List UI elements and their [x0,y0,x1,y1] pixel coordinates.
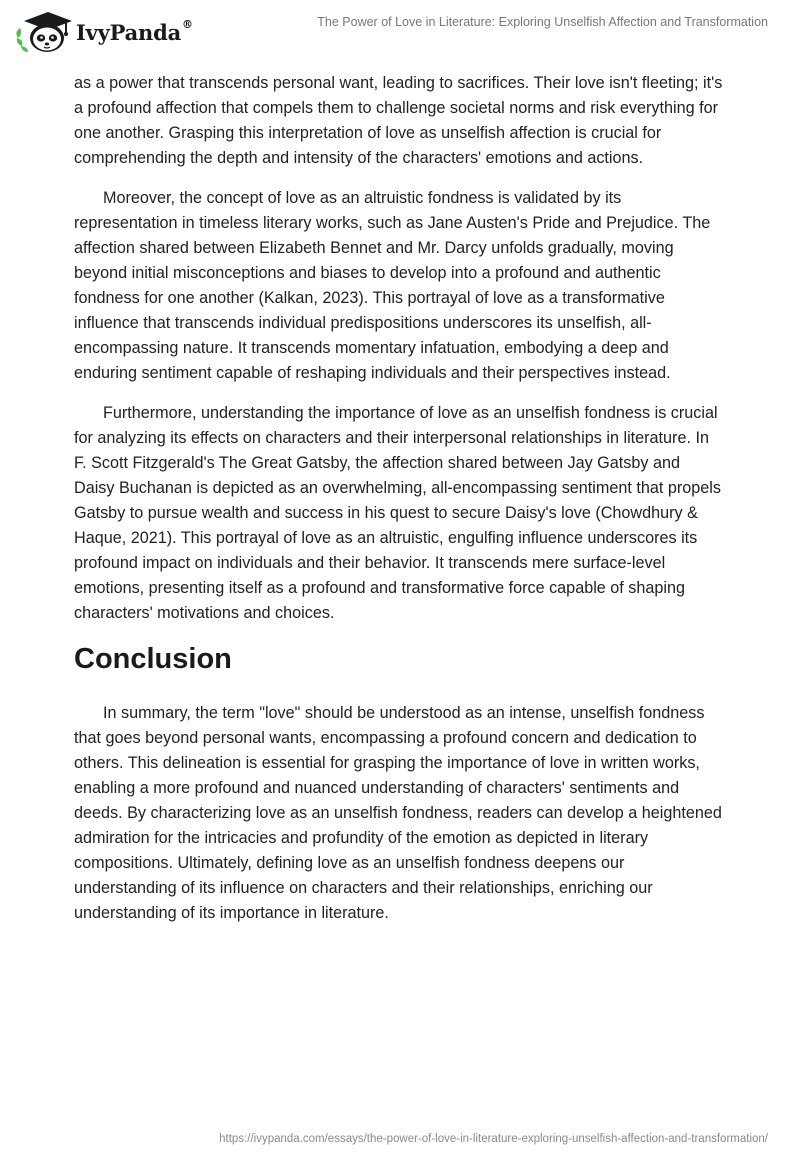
conclusion-paragraph: In summary, the term "love" should be understood as an intense, unselfish fondness that goes beyond personal wants, encompassing a profound concern and dedication to others. This delineation is essential for grasping the importance of love in written works, enabling a more profound and nuanced understanding of characters' sentiments and deeds. By characterizing love as an unselfish fondness, readers can develop a heightened admiration for the intricacies and profundity of the emotion as depicted in literary compositions. Ultimately, defining love as an unselfish fondness deepens our understanding of its influence on characters and their relationships, enriching our understanding of its importance in literature. [74,704,722,922]
ivypanda-logo[interactable] [14,8,204,56]
body-paragraph: Furthermore, understanding the importance of love as an unselfish fondness is crucial for analyzing its effects on characters and their interpersonal relationships in literature. In F. Scott Fitzgerald's The Great Gatsby, the affection shared between Jay Gatsby and Daisy Buchanan is depicted as an overwhelming, all-encompassing sentiment that propels Gatsby to pursue wealth and success in his quest to secure Daisy's love (Chowdhury & Haque, 2021). This portrayal of love as an altruistic, engulfing influence underscores its profound impact on individuals and their behavior. It transcends mere surface-level emotions, presenting itself as a profound and transformative force capable of shaping characters' motivations and choices. [74,404,721,622]
section-heading-conclusion: Conclusion [74,643,232,675]
registered-mark: ® [182,18,193,31]
running-title: The Power of Love in Literature: Exploring Unselfish Affection and Transformation [317,15,768,29]
essay-body [74,71,724,941]
page-header [0,0,800,70]
panda-graduation-cap-icon [14,8,74,56]
body-paragraph: Moreover, the concept of love as an altruistic fondness is validated by its representation in timeless literary works, such as Jane Austen's Pride and Prejudice. The affection shared between Elizabeth Bennet and Mr. Darcy unfolds gradually, moving beyond initial misconceptions and biases to develop into a profound and authentic fondness for one another (Kalkan, 2023). This portrayal of love as a transformative influence that transcends individual predispositions underscores its unselfish, all-encompassing nature. It transcends momentary infatuation, embodying a deep and enduring sentiment capable of reshaping individuals and their perspectives instead. [74,189,711,382]
body-paragraph: as a power that transcends personal want, leading to sacrifices. Their love isn't fleeting; it's a profound affection that compels them to challenge societal norms and risk everything for one another. Grasping this interpretation of love as unselfish affection is crucial for comprehending the depth and intensity of the characters' emotions and actions. [74,74,723,167]
source-url[interactable]: https://ivypanda.com/essays/the-power-of-love-in-literature-exploring-unselfish-affection-and-transformation/ [219,1133,768,1145]
logo-wordmark: IvyPanda® [76,18,193,45]
